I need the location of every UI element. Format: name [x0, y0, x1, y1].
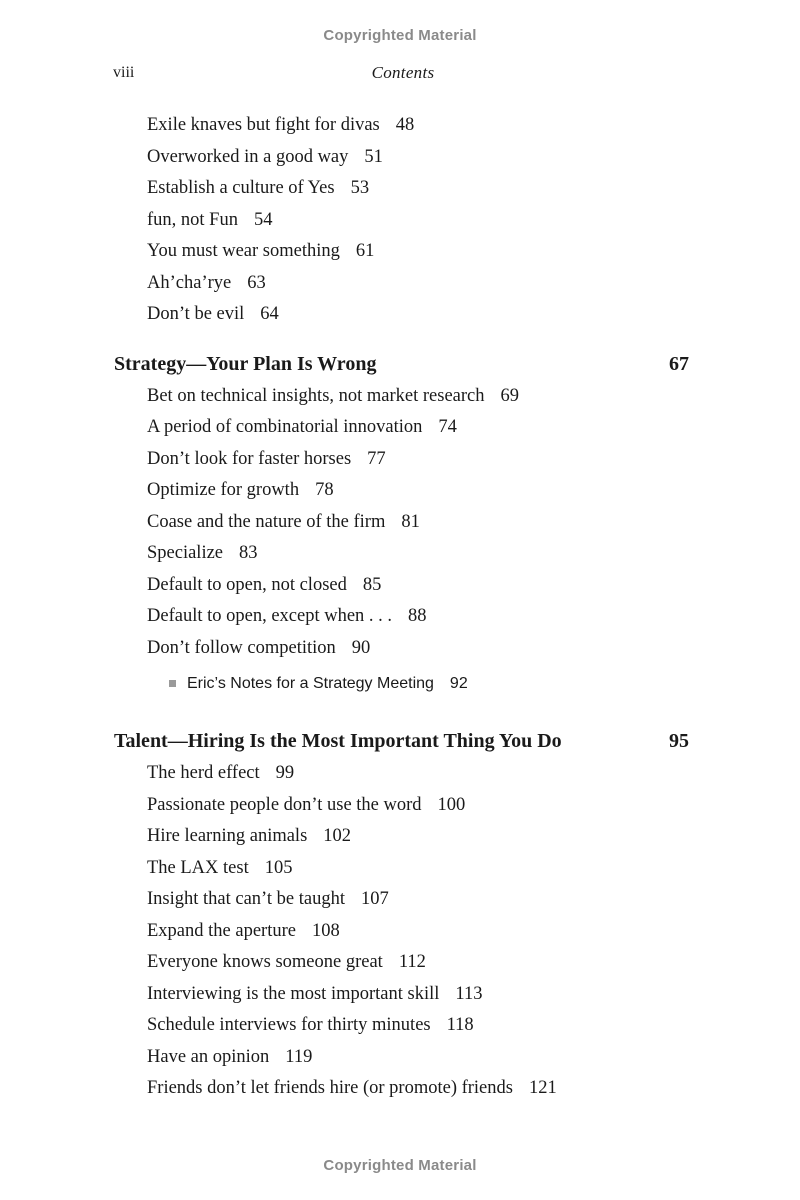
- section-heading-strategy: [0, 348, 800, 381]
- toc-entry-page: 121: [528, 1078, 557, 1098]
- section-spacer: [0, 331, 800, 348]
- toc-entry-page: 81: [401, 511, 420, 532]
- toc-entry-page: 119: [285, 1046, 313, 1067]
- toc-entry-title: Specialize: [147, 543, 224, 563]
- toc-entry: [0, 142, 800, 174]
- square-bullet-icon: [169, 680, 176, 687]
- toc-entry-page: 105: [264, 857, 293, 878]
- toc-entry-page: 77: [367, 448, 386, 469]
- toc-entry: [0, 1010, 800, 1042]
- toc-entry-page: 48: [395, 115, 415, 135]
- toc-entry: [0, 758, 800, 790]
- toc-entry-title: Interviewing is the most important skill: [147, 983, 440, 1004]
- toc-entry: [0, 916, 800, 948]
- toc-entry-title: Bet on technical insights, not market research: [147, 385, 485, 406]
- sidebar-note-page: 92: [449, 675, 468, 692]
- toc-entry-title: Hire learning animals: [147, 826, 308, 846]
- toc-entry-title: Overworked in a good way: [147, 146, 349, 167]
- toc-entry-title: Optimize for growth: [147, 480, 300, 500]
- toc-entry-title: A period of combinatorial innovation: [147, 417, 423, 437]
- section-page: 67: [669, 352, 689, 375]
- toc-entry: [0, 507, 800, 539]
- toc-entry-page: 64: [260, 304, 279, 324]
- toc-entry-title: The herd effect: [147, 763, 260, 783]
- toc-entry-title: You must wear something: [147, 241, 340, 261]
- toc-entry: [0, 947, 800, 979]
- toc-entry-title: Schedule interviews for thirty minutes: [147, 1015, 431, 1035]
- toc-entry: [0, 570, 800, 602]
- toc-entry: [0, 236, 800, 268]
- toc-entry: [0, 1042, 800, 1074]
- toc-entry-title: fun, not Fun: [147, 209, 238, 230]
- toc-entry-page: 63: [247, 272, 266, 293]
- toc-entry-title: Don’t follow competition: [147, 637, 336, 658]
- toc-entry-title: Default to open, except when . . .: [147, 606, 393, 626]
- toc-entry-title: Exile knaves but fight for divas: [147, 115, 380, 135]
- toc-entry-page: 53: [350, 178, 370, 198]
- toc-entry: [0, 1073, 800, 1105]
- toc-entry-page: 85: [362, 574, 382, 595]
- toc-entry-title: Insight that can’t be taught: [147, 889, 345, 909]
- toc-entry-page: 102: [323, 826, 352, 846]
- toc-entry-page: 74: [438, 417, 457, 437]
- toc-entry-page: 118: [446, 1015, 474, 1035]
- toc-entry-page: 54: [253, 209, 273, 230]
- toc-entry: [0, 381, 800, 413]
- copyright-watermark-top: Copyrighted Material: [323, 27, 477, 44]
- toc-entry-page: 108: [311, 920, 340, 941]
- copyright-watermark-bottom: Copyrighted Material: [323, 1157, 477, 1174]
- sidebar-note-title: Eric’s Notes for a Strategy Meeting: [187, 675, 434, 692]
- toc-entry: [0, 979, 800, 1011]
- toc-entry-page: 61: [355, 241, 375, 261]
- toc-entry-page: 112: [398, 952, 426, 972]
- toc-entry: [0, 884, 800, 916]
- toc-entry: [0, 299, 800, 331]
- sidebar-note-entry: [0, 664, 800, 704]
- toc-entry-page: 78: [315, 480, 334, 500]
- section-title: Strategy—Your Plan Is Wrong: [114, 352, 377, 375]
- section-title: Talent—Hiring Is the Most Important Thing You Do: [114, 730, 562, 752]
- toc-entry-title: Passionate people don’t use the word: [147, 794, 422, 815]
- toc-entry: [0, 444, 800, 476]
- running-head: [0, 64, 800, 86]
- toc-entry: [0, 790, 800, 822]
- running-title: Contents: [371, 63, 435, 82]
- toc-entry-page: 107: [360, 889, 389, 909]
- page-number: viii: [113, 64, 135, 81]
- toc-entry-title: Have an opinion: [147, 1046, 270, 1067]
- toc-entry-title: Everyone knows someone great: [147, 952, 383, 972]
- table-of-contents: [0, 110, 800, 1105]
- toc-entry-title: The LAX test: [147, 857, 249, 878]
- toc-entry-title: Don’t be evil: [147, 304, 245, 324]
- toc-entry-title: Don’t look for faster horses: [147, 448, 352, 469]
- toc-entry-page: 51: [364, 146, 383, 167]
- toc-entry-page: 69: [500, 385, 520, 406]
- toc-entry: [0, 538, 800, 570]
- toc-entry-title: Expand the aperture: [147, 920, 296, 941]
- toc-entry: [0, 205, 800, 237]
- toc-entry-page: 90: [351, 637, 371, 658]
- toc-entry-title: Default to open, not closed: [147, 574, 347, 595]
- toc-entry-page: 83: [239, 543, 258, 563]
- toc-entry: [0, 821, 800, 853]
- toc-entry: [0, 173, 800, 205]
- toc-entry: [0, 268, 800, 300]
- section-heading-talent: [0, 725, 800, 758]
- toc-entry-page: 100: [437, 794, 466, 815]
- toc-entry: [0, 853, 800, 885]
- toc-entry: [0, 633, 800, 665]
- section-page: 95: [669, 730, 689, 752]
- toc-entry: [0, 475, 800, 507]
- section-spacer: [0, 704, 800, 725]
- toc-entry: [0, 110, 800, 142]
- toc-entry-page: 113: [455, 983, 483, 1004]
- toc-entry-page: 99: [275, 763, 295, 783]
- toc-entry-title: Friends don’t let friends hire (or promote) friends: [147, 1078, 513, 1098]
- toc-entry-page: 88: [408, 606, 427, 626]
- toc-entry-title: Establish a culture of Yes: [147, 178, 335, 198]
- toc-entry-title: Coase and the nature of the firm: [147, 511, 386, 532]
- toc-entry: [0, 601, 800, 633]
- toc-entry-title: Ah’cha’rye: [147, 272, 232, 293]
- toc-entry: [0, 412, 800, 444]
